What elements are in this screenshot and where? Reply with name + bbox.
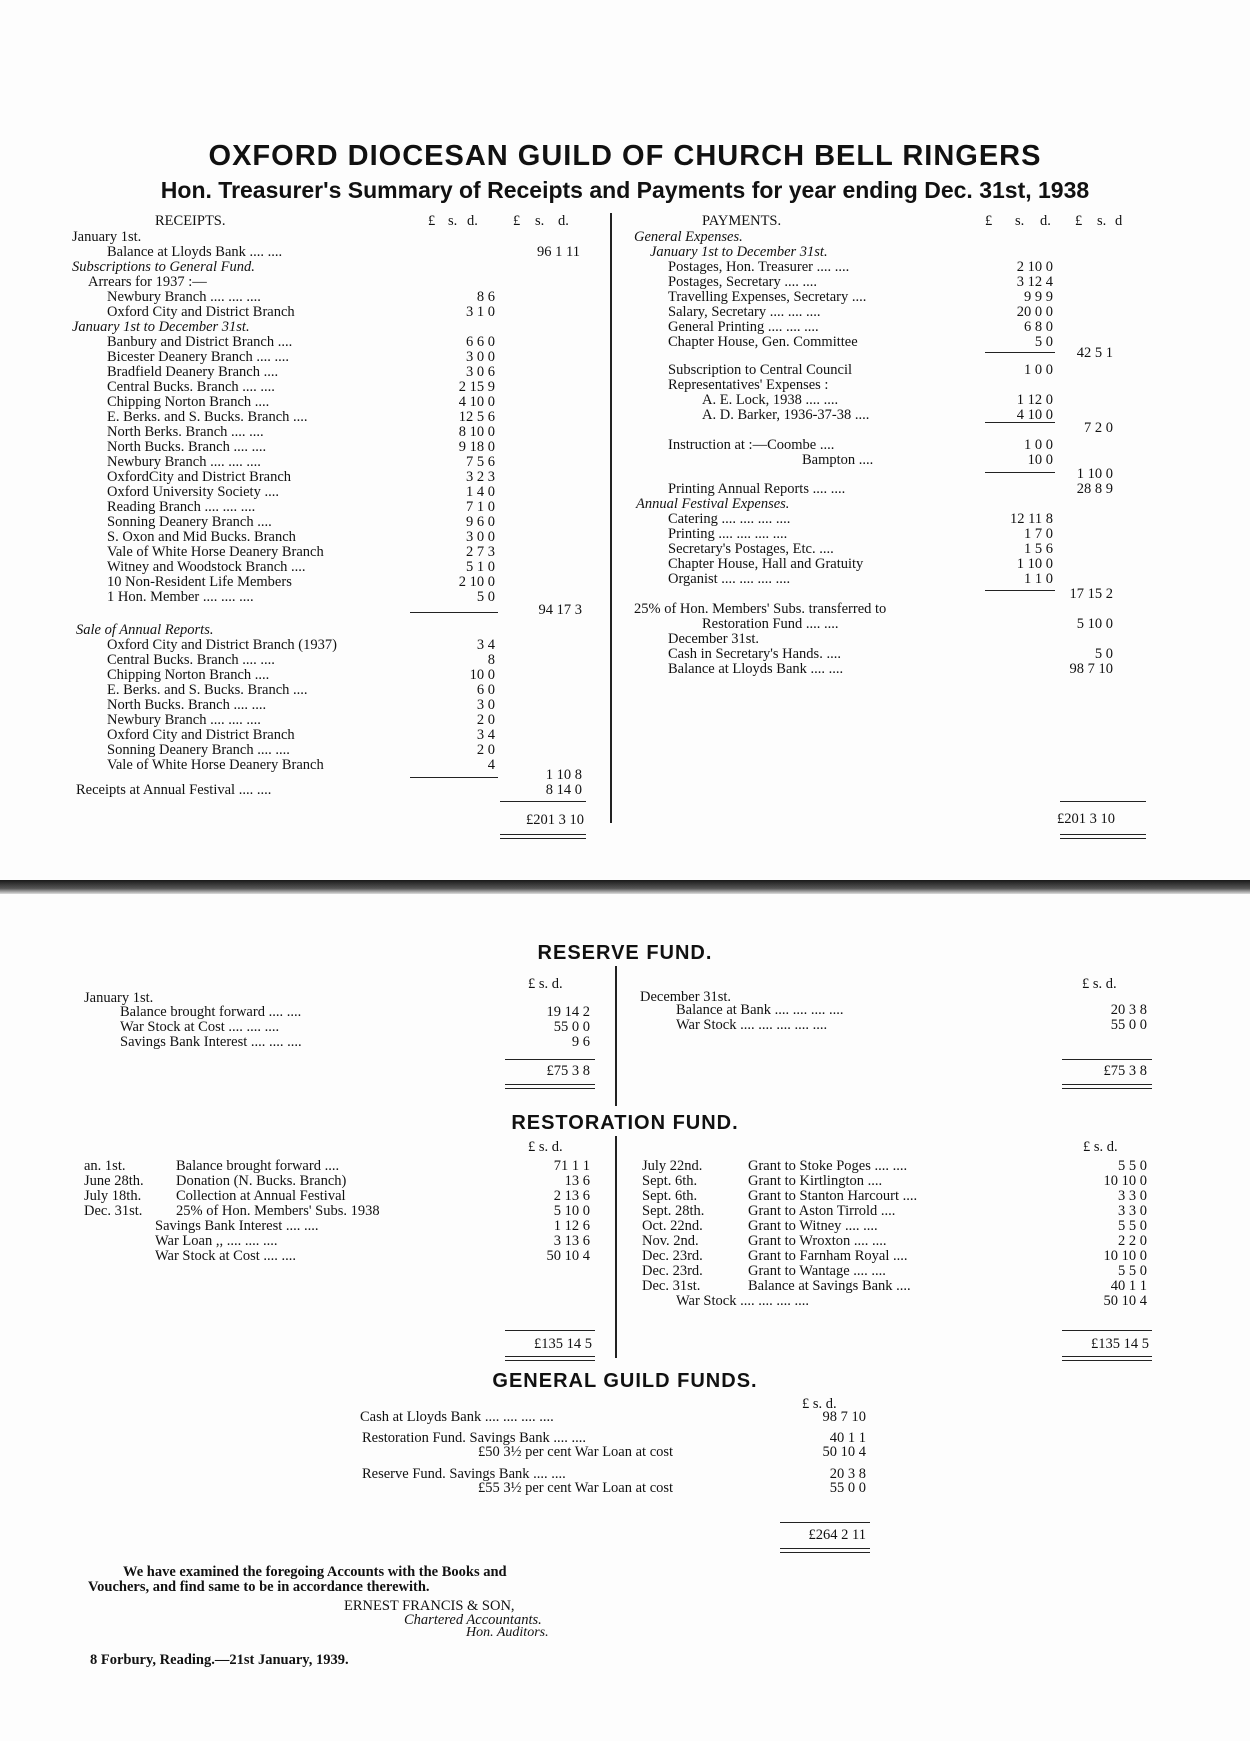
line-label: General Expenses. [634, 229, 743, 245]
sum-rule [1060, 801, 1146, 802]
line-label: Balance brought forward .... .... [120, 1004, 302, 1020]
line-label: Witney and Woodstock Branch .... [107, 559, 306, 575]
sale-row [0, 728, 1250, 743]
reserve-right-total: £75 3 8 [1103, 1063, 1147, 1079]
total-double-rule [1062, 1356, 1152, 1361]
line-label: Balance at Savings Bank .... [748, 1278, 911, 1294]
restoration-left-amount: 1 12 6 [553, 1218, 590, 1234]
receipt-amount: 3 0 0 [466, 529, 495, 545]
balance-amount: 98 7 10 [1069, 661, 1113, 677]
payment-amount: 20 0 0 [1016, 304, 1053, 320]
line-label: OxfordCity and District Branch [107, 469, 292, 485]
festival-row [0, 572, 1250, 587]
line-label: Dec. 23rd. [642, 1248, 703, 1264]
line-label: Receipts at Annual Festival .... .... [76, 782, 272, 798]
festival-total-row [0, 587, 1250, 602]
line-label: January 1st to December 31st. [650, 244, 828, 260]
restoration-right-row [0, 1264, 1250, 1279]
auditor-role-1: Chartered Accountants. [404, 1612, 542, 1628]
general-funds-amount: 20 3 8 [829, 1466, 866, 1482]
line-label: War Stock at Cost .... .... .... [120, 1019, 280, 1035]
sum-rule [500, 801, 586, 802]
bampton-row [0, 453, 1250, 468]
line-label: Chipping Norton Branch .... [107, 667, 270, 683]
line-label: S. Oxon and Mid Bucks. Branch [107, 529, 296, 545]
line-label: Instruction at :—Coombe .... [668, 437, 835, 453]
restoration-right-row [0, 1249, 1250, 1264]
rep-amount: 4 10 0 [1016, 407, 1053, 423]
reserve-left-amount: 55 0 0 [553, 1019, 590, 1035]
sum-rule [780, 1522, 870, 1523]
payments-grand-total-row [0, 812, 1250, 827]
column-header: d [1115, 213, 1123, 229]
reserve-col-header-left: £ s. d. [528, 976, 563, 992]
transfer-row-1 [0, 602, 1250, 617]
line-label: July 18th. [84, 1188, 142, 1204]
festival-receipts-row [0, 783, 1250, 798]
line-label: Balance at Bank .... .... .... .... [676, 1002, 844, 1018]
line-label: Grant to Wroxton .... .... [748, 1233, 887, 1249]
receipts-header: RECEIPTS. [155, 213, 226, 229]
rep-amount: 1 12 0 [1016, 392, 1053, 408]
restoration-right-row [0, 1174, 1250, 1189]
payment-amount: 5 0 [1034, 334, 1053, 350]
payment-amount: 6 8 0 [1024, 319, 1053, 335]
column-header: d. [1040, 213, 1051, 229]
line-label: Restoration Fund .... .... [702, 616, 839, 632]
line-label: Nov. 2nd. [642, 1233, 699, 1249]
rep-total: 7 2 0 [1084, 420, 1113, 436]
line-label: North Berks. Branch .... .... [107, 424, 264, 440]
transfer-amount: 5 10 0 [1076, 616, 1113, 632]
rep-expenses-row [0, 378, 1250, 393]
line-label: Grant to Farnham Royal .... [748, 1248, 908, 1264]
line-label: Postages, Hon. Treasurer .... .... [668, 259, 850, 275]
line-label: Grant to Stoke Poges .... .... [748, 1158, 908, 1174]
sale-amount: 4 [487, 757, 495, 773]
line-label: 25% of Hon. Members' Subs. 1938 [176, 1203, 380, 1219]
line-label: Dec. 31st. [84, 1203, 143, 1219]
line-label: Chapter House, Gen. Committee [668, 334, 858, 350]
restoration-right-row [0, 1294, 1250, 1309]
printing-amount: 28 8 9 [1076, 481, 1113, 497]
line-label: E. Berks. and S. Bucks. Branch .... [107, 409, 308, 425]
restoration-left-amount: 2 13 6 [553, 1188, 590, 1204]
rep-row [0, 393, 1250, 408]
line-label: Newbury Branch .... .... .... [107, 454, 261, 470]
general-expenses-total: 42 5 1 [1076, 345, 1113, 361]
total-double-rule [1062, 1084, 1152, 1089]
line-label: War Loan ,, .... .... .... [155, 1233, 278, 1249]
sale-row [0, 698, 1250, 713]
line-label: January 1st. [84, 990, 154, 1006]
restoration-fund-title: RESTORATION FUND. [511, 1112, 739, 1134]
payments-grand-total: £201 3 10 [1057, 811, 1115, 827]
transfer-row-2 [0, 617, 1250, 632]
general-funds-amount: 98 7 10 [822, 1409, 866, 1425]
receipt-amount: 7 1 0 [466, 499, 495, 515]
festival-amount: 1 7 0 [1024, 526, 1053, 542]
audit-line-1: We have examined the foregoing Accounts with the Books and [123, 1564, 507, 1580]
column-header: £ [985, 213, 993, 229]
line-label: A. E. Lock, 1938 .... .... [702, 392, 839, 408]
payment-amount: 3 12 4 [1016, 274, 1053, 290]
line-label: Newbury Branch .... .... .... [107, 712, 261, 728]
sale-amount: 2 0 [476, 742, 495, 758]
bampton-amount: 10 0 [1027, 452, 1053, 468]
page-subtitle: Hon. Treasurer's Summary of Receipts and Payments for year ending Dec. 31st, 1938 [160, 177, 1090, 203]
rep-total-row [0, 421, 1250, 436]
receipts-grand-total: £201 3 10 [526, 812, 584, 828]
reserve-left-total: £75 3 8 [546, 1063, 590, 1079]
festival-total: 17 15 2 [1069, 586, 1113, 602]
payment-row [0, 320, 1250, 335]
line-label: Catering .... .... .... .... [668, 511, 791, 527]
restoration-right-row [0, 1204, 1250, 1219]
receipt-amount: 8 10 0 [458, 424, 495, 440]
restoration-right-amount: 40 1 1 [1110, 1278, 1147, 1294]
total-double-rule [500, 834, 586, 839]
sale-row [0, 683, 1250, 698]
page-funds [0, 894, 1250, 1741]
line-label: Restoration Fund. Savings Bank .... .... [362, 1430, 586, 1446]
receipt-amount: 6 6 0 [466, 334, 495, 350]
line-label: Cash in Secretary's Hands. .... [668, 646, 841, 662]
cash-amount: 5 0 [1094, 646, 1113, 662]
festival-header-row [0, 497, 1250, 512]
restoration-right-total-row [0, 1337, 1250, 1352]
page-fold [0, 880, 1250, 894]
total-double-rule [1060, 834, 1146, 839]
reserve-left-amount: 9 6 [571, 1034, 590, 1050]
sale-amount: 3 4 [476, 637, 495, 653]
central-council-row [0, 363, 1250, 378]
line-label: July 22nd. [642, 1158, 703, 1174]
receipt-amount: 7 5 6 [466, 454, 495, 470]
line-label: Central Bucks. Branch .... .... [107, 379, 275, 395]
column-header: s. [535, 213, 545, 229]
payments-header: PAYMENTS. [702, 213, 782, 229]
payment-amount: 9 9 9 [1024, 289, 1053, 305]
line-label: Arrears for 1937 :— [88, 274, 207, 290]
receipt-amount: 4 10 0 [458, 394, 495, 410]
line-label: Grant to Kirtlington .... [748, 1173, 883, 1189]
sale-total: 1 10 8 [545, 767, 582, 783]
line-label: Donation (N. Bucks. Branch) [176, 1173, 347, 1189]
restoration-right-amount: 2 2 0 [1118, 1233, 1147, 1249]
sale-amount: 10 0 [469, 667, 495, 683]
line-label: Collection at Annual Festival [176, 1188, 346, 1204]
restoration-right-row [0, 1189, 1250, 1204]
subscriptions-total: 94 17 3 [538, 602, 582, 618]
general-funds-total: £264 2 11 [808, 1527, 866, 1543]
line-label: Sept. 28th. [642, 1203, 705, 1219]
total-double-rule [505, 1084, 595, 1089]
sale-amount: 3 4 [476, 727, 495, 743]
sum-rule [505, 1059, 595, 1060]
line-label: Balance at Lloyds Bank .... .... [668, 661, 844, 677]
line-label: Oxford University Society .... [107, 484, 279, 500]
line-label: Grant to Witney .... .... [748, 1218, 878, 1234]
line-label: War Stock .... .... .... .... [676, 1293, 809, 1309]
reserve-right-row [0, 1018, 1250, 1033]
balance-row [0, 662, 1250, 677]
sum-rule [1062, 1330, 1152, 1331]
reserve-right-amount: 55 0 0 [1110, 1017, 1147, 1033]
payment-row [0, 245, 1250, 260]
line-label: Printing Annual Reports .... .... [668, 481, 846, 497]
festival-amount: 1 10 0 [1016, 556, 1053, 572]
receipt-amount: 9 6 0 [466, 514, 495, 530]
receipt-amount: 2 7 3 [466, 544, 495, 560]
sum-rule [505, 1330, 595, 1331]
printing-row [0, 482, 1250, 497]
receipt-amount: 12 5 6 [458, 409, 495, 425]
audit-line-2: Vouchers, and find same to be in accordance therewith. [88, 1579, 430, 1595]
restoration-left-amount: 3 13 6 [553, 1233, 590, 1249]
line-label: Banbury and District Branch .... [107, 334, 293, 350]
general-funds-row [0, 1410, 1250, 1425]
line-label: Secretary's Postages, Etc. .... [668, 541, 834, 557]
festival-amount: 12 11 8 [1010, 511, 1053, 527]
restoration-right-amount: 5 5 0 [1118, 1263, 1147, 1279]
line-label: Vale of White Horse Deanery Branch [107, 757, 324, 773]
line-label: North Bucks. Branch .... .... [107, 697, 267, 713]
column-header: d. [467, 213, 478, 229]
line-label: Savings Bank Interest .... .... [155, 1218, 319, 1234]
line-label: Bicester Deanery Branch .... .... [107, 349, 289, 365]
line-label: Vale of White Horse Deanery Branch [107, 544, 324, 560]
receipt-total: 96 1 11 [537, 244, 580, 260]
line-label: North Bucks. Branch .... .... [107, 439, 267, 455]
restoration-right-amount: 3 3 0 [1118, 1203, 1147, 1219]
line-label: War Stock .... .... .... .... .... [676, 1017, 828, 1033]
line-label: Grant to Wantage .... .... [748, 1263, 886, 1279]
instruction-total: 1 10 0 [1076, 466, 1113, 482]
receipt-amount: 3 2 3 [466, 469, 495, 485]
reserve-right-total-row [0, 1064, 1250, 1079]
reserve-left-amount: 19 14 2 [546, 1004, 590, 1020]
festival-amount: 1 5 6 [1024, 541, 1053, 557]
column-header: s. [448, 213, 458, 229]
line-label: Sonning Deanery Branch .... .... [107, 742, 290, 758]
line-label: Oxford City and District Branch [107, 727, 295, 743]
line-label: Savings Bank Interest .... .... .... [120, 1034, 302, 1050]
restoration-right-amount: 5 5 0 [1118, 1218, 1147, 1234]
general-funds-amount: 55 0 0 [829, 1480, 866, 1496]
line-label: Chipping Norton Branch .... [107, 394, 270, 410]
line-label: Grant to Stanton Harcourt .... [748, 1188, 918, 1204]
line-label: War Stock at Cost .... .... [155, 1248, 296, 1264]
receipt-amount: 5 0 [476, 589, 495, 605]
line-label: Postages, Secretary .... .... [668, 274, 817, 290]
receipt-amount: 5 1 0 [466, 559, 495, 575]
line-label: June 28th. [84, 1173, 144, 1189]
receipt-amount: 2 10 0 [458, 574, 495, 590]
restoration-col-header-right: £ s. d. [1083, 1139, 1118, 1155]
instruction-total-row [0, 467, 1250, 482]
restoration-col-header-left: £ s. d. [528, 1139, 563, 1155]
line-label: December 31st. [668, 631, 759, 647]
column-header: s. [1015, 213, 1025, 229]
line-label: Sept. 6th. [642, 1188, 698, 1204]
restoration-right-amount: 5 5 0 [1118, 1158, 1147, 1174]
line-label: Central Bucks. Branch .... .... [107, 652, 275, 668]
restoration-right-row [0, 1234, 1250, 1249]
sale-total-row [0, 768, 1250, 783]
sum-rule [1062, 1059, 1152, 1060]
reserve-fund-title: RESERVE FUND. [537, 942, 713, 964]
sale-amount: 6 0 [476, 682, 495, 698]
restoration-left-amount: 5 10 0 [553, 1203, 590, 1219]
line-label: Oct. 22nd. [642, 1218, 703, 1234]
restoration-right-row [0, 1159, 1250, 1174]
receipt-amount: 8 6 [476, 289, 495, 305]
line-label: Sale of Annual Reports. [76, 622, 214, 638]
festival-row [0, 557, 1250, 572]
line-label: Grant to Aston Tirrold .... [748, 1203, 896, 1219]
receipt-amount: 1 4 0 [466, 484, 495, 500]
cash-row [0, 647, 1250, 662]
sale-row [0, 743, 1250, 758]
line-label: Balance brought forward .... [176, 1158, 340, 1174]
general-funds-amount: 40 1 1 [829, 1430, 866, 1446]
line-label: Subscriptions to General Fund. [72, 259, 255, 275]
receipt-amount: 3 0 0 [466, 349, 495, 365]
total-double-rule [505, 1356, 595, 1361]
line-label: Chapter House, Hall and Gratuity [668, 556, 864, 572]
line-label: Dec. 31st. [642, 1278, 701, 1294]
restoration-left-amount: 13 6 [564, 1173, 590, 1189]
line-label: £50 3½ per cent War Loan at cost [478, 1444, 674, 1460]
reserve-left-row [0, 1035, 1250, 1050]
sale-amount: 2 0 [476, 712, 495, 728]
festival-amount: 1 1 0 [1024, 571, 1053, 587]
restoration-right-amount: 10 10 0 [1103, 1248, 1147, 1264]
payment-row [0, 260, 1250, 275]
line-label: December 31st. [640, 989, 731, 1005]
payment-row [0, 230, 1250, 245]
audit-address-date: 8 Forbury, Reading.—21st January, 1939. [90, 1652, 349, 1668]
line-label: Representatives' Expenses : [668, 377, 829, 393]
december-row [0, 632, 1250, 647]
line-label: Dec. 23rd. [642, 1263, 703, 1279]
line-label: 10 Non-Resident Life Members [107, 574, 292, 590]
instruction-amount: 1 0 0 [1024, 437, 1053, 453]
line-label: Organist .... .... .... .... [668, 571, 791, 587]
line-label: January 1st to December 31st. [72, 319, 250, 335]
line-label: Oxford City and District Branch (1937) [107, 637, 337, 653]
restoration-right-row [0, 1219, 1250, 1234]
restoration-left-total: £135 14 5 [534, 1336, 592, 1352]
general-funds-row [0, 1445, 1250, 1460]
total-double-rule [780, 1548, 870, 1553]
column-header: £ [513, 213, 521, 229]
line-label: A. D. Barker, 1936-37-38 .... [702, 407, 870, 423]
restoration-left-amount: 50 10 4 [546, 1248, 590, 1264]
line-label: Bradfield Deanery Branch .... [107, 364, 279, 380]
receipt-amount: 3 0 6 [466, 364, 495, 380]
restoration-right-amount: 3 3 0 [1118, 1188, 1147, 1204]
line-label: Oxford City and District Branch [107, 304, 295, 320]
line-label: Reading Branch .... .... .... [107, 499, 256, 515]
reserve-right-row [0, 1003, 1250, 1018]
receipt-amount: 9 18 0 [458, 439, 495, 455]
line-label: an. 1st. [84, 1158, 126, 1174]
restoration-right-amount: 50 10 4 [1103, 1293, 1147, 1309]
line-label: Printing .... .... .... .... [668, 526, 788, 542]
payment-row [0, 275, 1250, 290]
column-header: s. [1097, 213, 1107, 229]
line-label: General Printing .... .... .... [668, 319, 819, 335]
restoration-left-amount: 71 1 1 [553, 1158, 590, 1174]
general-funds-title: GENERAL GUILD FUNDS. [492, 1370, 758, 1392]
general-funds-total-row [0, 1528, 1250, 1543]
sale-amount: 3 0 [476, 697, 495, 713]
column-header: £ [1075, 213, 1083, 229]
line-label: Sonning Deanery Branch .... [107, 514, 272, 530]
central-council-amount: 1 0 0 [1024, 362, 1053, 378]
general-funds-row [0, 1481, 1250, 1496]
column-header: d. [558, 213, 569, 229]
instruction-row [0, 438, 1250, 453]
line-label: Salary, Secretary .... .... .... [668, 304, 821, 320]
line-label: January 1st. [72, 229, 142, 245]
restoration-right-row [0, 1279, 1250, 1294]
reserve-col-header-right: £ s. d. [1082, 976, 1117, 992]
line-label: Cash at Lloyds Bank .... .... .... .... [360, 1409, 554, 1425]
line-label: Reserve Fund. Savings Bank .... .... [362, 1466, 566, 1482]
line-label: 25% of Hon. Members' Subs. transferred to [634, 601, 887, 617]
general-funds-amount: 50 10 4 [822, 1444, 866, 1460]
reserve-right-amount: 20 3 8 [1110, 1002, 1147, 1018]
receipt-amount: 2 15 9 [458, 379, 495, 395]
line-label: 1 Hon. Member .... .... .... [107, 589, 254, 605]
payment-amount: 2 10 0 [1016, 259, 1053, 275]
receipt-amount: 3 1 0 [466, 304, 495, 320]
line-label: Newbury Branch .... .... .... [107, 289, 261, 305]
auditor-role-2: Hon. Auditors. [466, 1625, 549, 1640]
festival-row [0, 512, 1250, 527]
payment-row [0, 305, 1250, 320]
line-label: Subscription to Central Council [668, 362, 853, 378]
payment-row [0, 290, 1250, 305]
line-label: Balance at Lloyds Bank .... .... [107, 244, 283, 260]
festival-row [0, 542, 1250, 557]
restoration-right-amount: 10 10 0 [1103, 1173, 1147, 1189]
festival-row [0, 527, 1250, 542]
column-header: £ [428, 213, 436, 229]
sale-amount: 8 [487, 652, 495, 668]
general-col-header: £ s. d. [802, 1396, 837, 1412]
general-expenses-total-row [0, 346, 1250, 361]
festival-receipts: 8 14 0 [545, 782, 582, 798]
auditor-firm: ERNEST FRANCIS & SON, [344, 1598, 515, 1614]
restoration-right-total: £135 14 5 [1091, 1336, 1149, 1352]
line-label: Annual Festival Expenses. [636, 496, 790, 512]
line-label: Sept. 6th. [642, 1173, 698, 1189]
line-label: E. Berks. and S. Bucks. Branch .... [107, 682, 308, 698]
line-label: Bampton .... [802, 452, 874, 468]
sale-row [0, 713, 1250, 728]
line-label: £55 3½ per cent War Loan at cost [478, 1480, 674, 1496]
page-title: OXFORD DIOCESAN GUILD OF CHURCH BELL RINGERS [208, 140, 1042, 172]
line-label: Travelling Expenses, Secretary .... [668, 289, 867, 305]
